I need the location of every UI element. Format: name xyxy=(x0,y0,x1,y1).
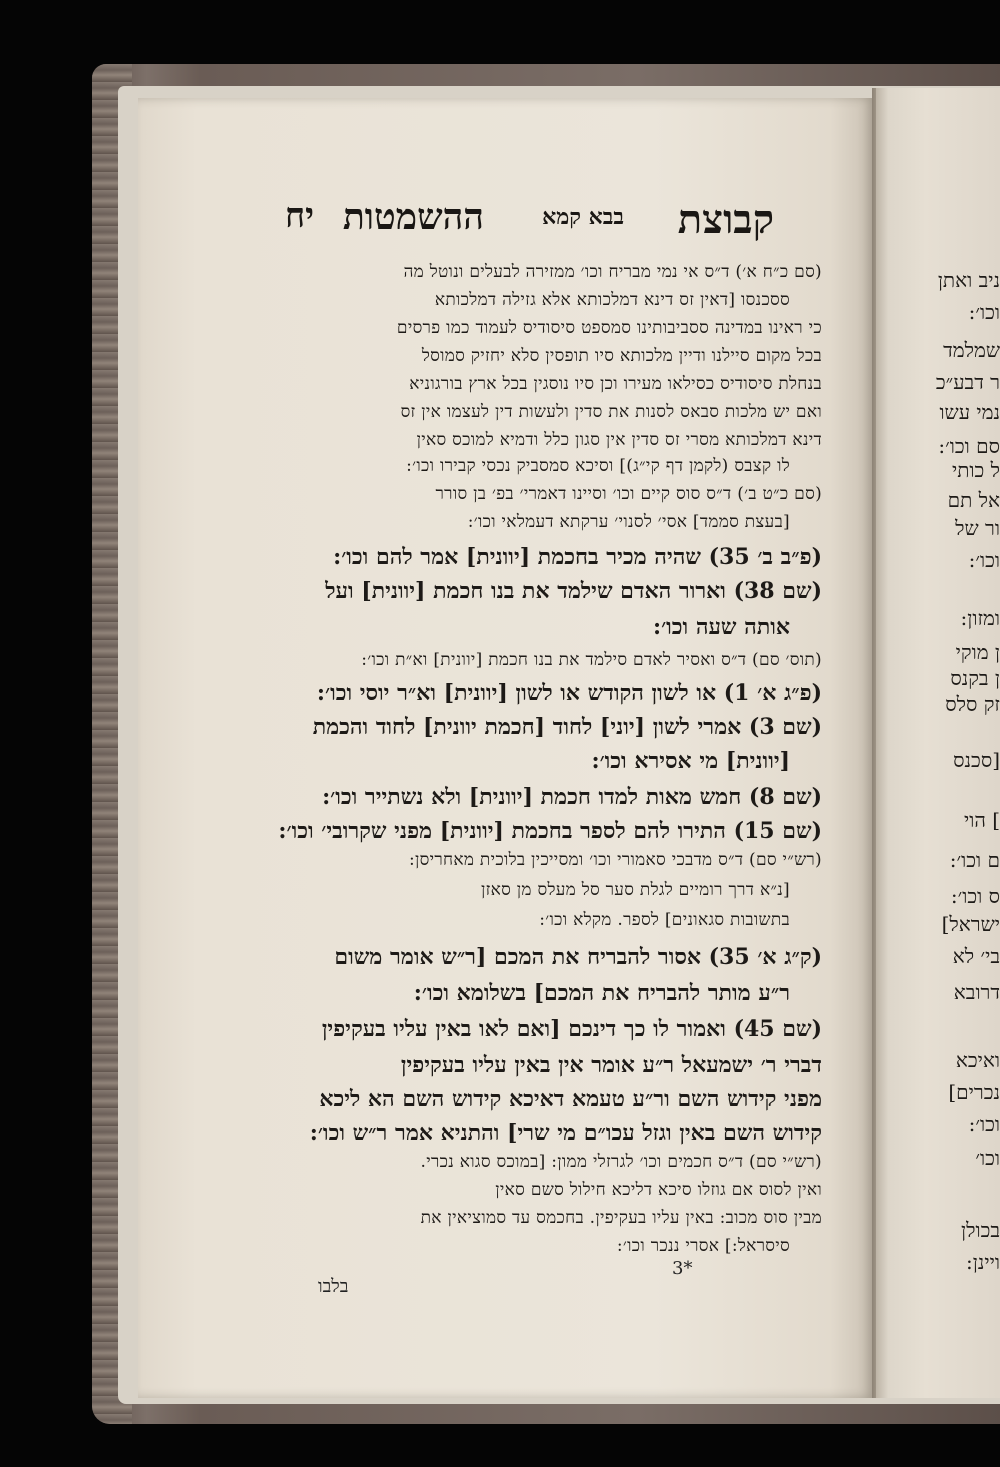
folio-signature: 3* xyxy=(672,1258,693,1279)
right-page-line: ואיכא xyxy=(955,1048,1000,1072)
text-line: ואם יש מלכות סבאס לסנות את סדין ולעשות דין לעצמו אין זס xyxy=(400,402,822,422)
right-page-line: [סכנס xyxy=(953,748,1000,772)
text-line: ססכנסו [דאין זס דינא דמלכותא אלא גזילה דמלכותא xyxy=(434,290,790,310)
right-page-line: ר דבע״כ xyxy=(935,370,1000,394)
right-page-line: ן מוקי xyxy=(955,640,1000,664)
right-page-line: ן בקנס xyxy=(950,666,1000,690)
text-line: מפני קידוש השם ור״ע טעמא דאיכא קידוש השם הא ליכא xyxy=(319,1086,822,1112)
text-line: [נ״א דרך רומיים לגלת סער סל מעלס מן סאזן xyxy=(480,880,790,900)
catchword: בלבו xyxy=(318,1276,349,1297)
header-series: ההשמטות xyxy=(342,196,484,238)
text-line: (שם 3) אמרי לשון [יוני] לחוד [חכמת יוונית] לחוד והכמת xyxy=(312,714,822,740)
right-page-line: ומזון: xyxy=(960,606,1000,630)
page-number: יח xyxy=(284,196,314,236)
text-line: (סם כ״ט ב׳) ד״ס סוס קיים וכו׳ וסיינו דאמרי׳ בפ׳ בן סורר xyxy=(435,484,822,504)
text-line: סיסראל:] אסרי ננכר וכו׳: xyxy=(616,1236,790,1256)
text-line: אותה שעה וכו׳: xyxy=(652,614,790,640)
right-page-line: וכו׳ xyxy=(975,1146,1000,1170)
text-line: (שם 38) וארור האדם שילמד את בנו חכמת [יוונית] ועל xyxy=(325,578,822,604)
text-line: (רש״י סם) ד״ס חכמים וכו׳ לגרזלי ממון: [במוכס סגוא נכרי. xyxy=(420,1152,822,1172)
right-page-line: זק סלס xyxy=(945,692,1000,716)
right-page-line: ] הוי xyxy=(963,808,1000,832)
text-line: ר״ע מותר להבריח את המכם] בשלומא וכו׳: xyxy=(413,980,790,1006)
right-page-line: ור של xyxy=(955,516,1000,540)
text-line: (פ״ג א׳ 1) או לשון הקודש או לשון [יוונית] וא״ר יוסי וכו׳: xyxy=(316,680,822,706)
text-line: (שם 8) חמש מאות למדו חכמת [יוונית] ולא נשתייר וכו׳: xyxy=(322,784,822,810)
right-page-line: ם וכו׳: xyxy=(949,848,1000,872)
right-page-line: אל תם xyxy=(947,488,1000,512)
text-line: בכל מקום סיילנו ודיין מלכותא סיו תופסין סלא יחזיק סמוסל xyxy=(421,346,822,366)
right-page-line: נמי עשו xyxy=(939,400,1000,424)
header-tractate: בבא קמא xyxy=(542,204,624,230)
text-line: בתשובות סגאונים] לספר. מקלא וכו׳: xyxy=(539,910,790,930)
text-line: (שם 15) התירו להם לספר בחכמת [יוונית] מפני שקרובי׳ וכו׳: xyxy=(278,818,822,844)
text-line: (שם 45) ואמור לו כך דינכם [ואם לאו באין עליו בעקיפין xyxy=(321,1016,822,1042)
right-page-line: בי׳ לא xyxy=(952,944,1000,968)
right-page-line: שמלמד xyxy=(943,338,1000,362)
text-line: (ק״ג א׳ 35) אסור להבריח את המכם [ר״ש אומר משום xyxy=(334,944,822,970)
right-page-line: דרובא xyxy=(953,980,1000,1004)
text-line: [יוונית] מי אסירא וכו׳: xyxy=(591,748,790,774)
text-line: מבין סוס מכוב: באין עליו בעקיפין. בחכמס עד סמוציאין את xyxy=(420,1208,822,1228)
right-page-line: ישראל] xyxy=(941,912,1000,936)
right-page-line: ויינן: xyxy=(966,1250,1000,1274)
text-line: (פ״ב ב׳ 35) שהיה מכיר בחכמת [יוונית] אמר להם וכו׳: xyxy=(333,544,822,570)
right-page-line: וכו׳: xyxy=(968,1112,1000,1136)
right-page-line: סם וכו׳: xyxy=(938,434,1000,458)
running-header xyxy=(250,196,774,252)
text-line: (סם כ״ח א׳) ד״ס אי נמי מבריח וכו׳ ממזירה לבעלים ונוטל מה xyxy=(403,262,822,282)
right-page-line: ל כותי xyxy=(951,458,1000,482)
text-line: ואין לסוס אם גוזלו סיכא דליכא חילול סשם סאין xyxy=(495,1180,822,1200)
right-page-line: בכולן xyxy=(961,1218,1000,1242)
right-page-line: ס וכו׳: xyxy=(950,884,1000,908)
text-line: קידוש השם באין וגזל עכו״ם מי שרי] והתניא אמר ר״ש וכו׳: xyxy=(309,1120,822,1146)
text-line: [בעצת סממד] אסי׳ לסנוי׳ ערקתא דעמלאי וכו׳: xyxy=(467,512,790,532)
right-page-line: ניב ואתן xyxy=(937,268,1000,292)
text-line: כי ראינו במדינה ססביבותינו סמספט סיסודיס לעמוד כמו פרסים xyxy=(396,318,822,338)
right-page-line: נכרים] xyxy=(948,1080,1000,1104)
right-page-line: וכו׳: xyxy=(968,548,1000,572)
text-line: לו קצבס (לקמן דף קי״ג)] וסיכא סמסביק נכסי קבירו וכו׳: xyxy=(406,456,790,476)
header-title: קבוצת xyxy=(677,196,774,243)
right-page-line: וכו׳: xyxy=(968,300,1000,324)
text-line: (תוס׳ סם) ד״ס ואסיר לאדם סילמד את בנו חכמת [יוונית] וא״ת וכו׳: xyxy=(361,650,822,670)
text-line: בנחלת סיסודיס כסילאו מעירו וכן סיו נוסגין בכל ארץ בורגוניא xyxy=(409,374,822,394)
text-line: דינא דמלכותא מסרי זס סדין אין סגון כלל ודמיא למוכס סאין xyxy=(416,430,822,450)
text-line: (רש״י סם) ד״ס מדבכי סאמורי וכו׳ ומסייכין בלוכית מאחריסן: xyxy=(408,850,822,870)
text-line: דברי ר׳ ישמעאל ר״ע אומר אין באין עליו בעקיפין xyxy=(400,1052,822,1078)
